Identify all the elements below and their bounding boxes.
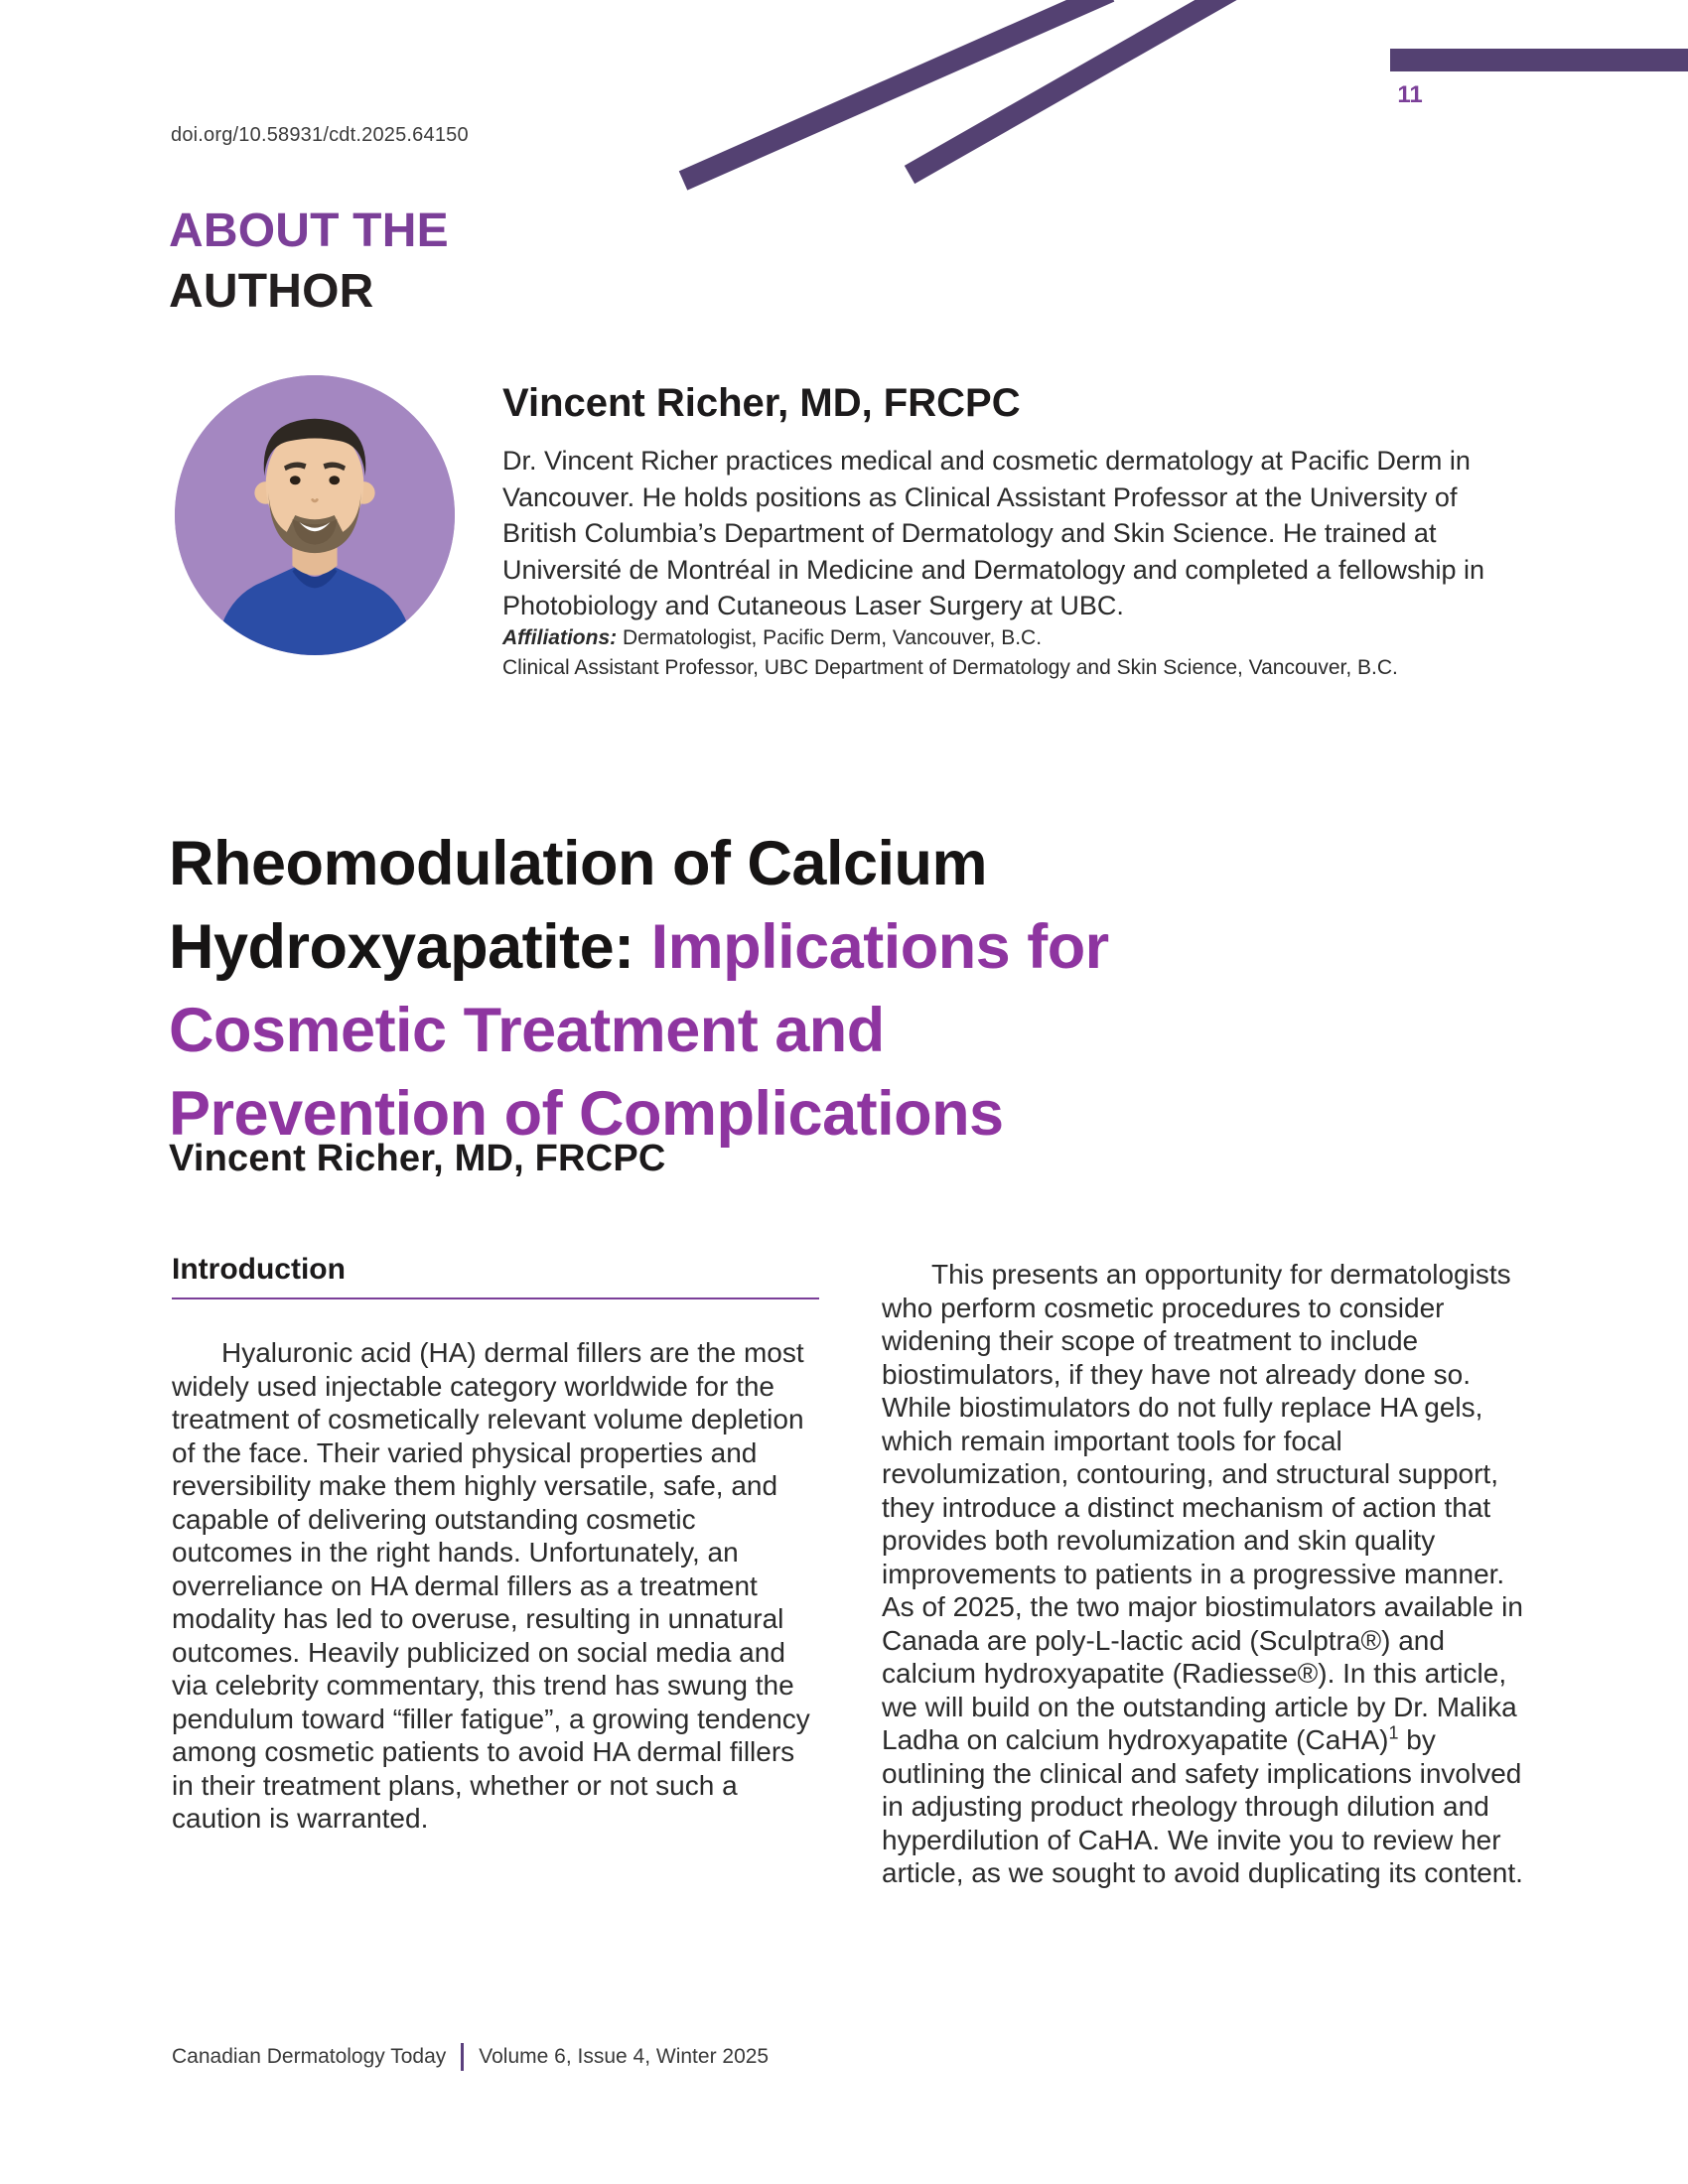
corner-bar bbox=[1390, 49, 1688, 71]
introduction-heading: Introduction bbox=[172, 1253, 819, 1299]
article-title-purple: Implications for Cosmetic Treatment and Prevention of Complications bbox=[169, 912, 1109, 1150]
right-column-paragraph bbox=[882, 1258, 1529, 1890]
citation-reference-1: 1 bbox=[1388, 1722, 1399, 1743]
author-bio: Dr. Vincent Richer practices medical and cosmetic dermatology at Pacific Derm in Vancouver. He holds positions as Clinical Assistant Professor at the University of British Columbia’s Department of Dermatology and Skin Science. He trained at Université de Montréal in Medicine and Dermatology and completed a fellowship in Photobiology and Cutaneous Laser Surgery at UBC. bbox=[502, 446, 1485, 620]
kicker-line-1: ABOUT THE bbox=[169, 205, 449, 257]
journal-name: Canadian Dermatology Today bbox=[172, 2045, 447, 2068]
affiliations-label: Affiliations: bbox=[502, 626, 618, 649]
introduction-paragraph: Hyaluronic acid (HA) dermal fillers are the most widely used injectable category worldwide for the treatment of cosmetically relevant volume depletion of the face. Their varied physical properties and reversibility make them highly versatile, safe, and capable of delivering outstanding cosmetic outcomes in the right hands. Unfortunately, an overreliance on HA dermal fillers as a treatment modality has led to overuse, resulting in unnatural outcomes. Heavily publicized on social media and via celebrity commentary, this trend has swung the pendulum toward “filler fatigue”, a growing tendency among cosmetic patients to avoid HA dermal fillers in their treatment plans, whether or not such a caution is warranted. bbox=[172, 1337, 810, 1834]
affiliation-line-2: Clinical Assistant Professor, UBC Department of Dermatology and Skin Science, Vancouver, B.C. bbox=[502, 656, 1398, 679]
article-byline: Vincent Richer, MD, FRCPC bbox=[169, 1138, 666, 1179]
right-column bbox=[882, 1253, 1529, 1890]
author-photo bbox=[175, 375, 455, 655]
kicker-line-2: AUTHOR bbox=[169, 265, 374, 318]
article-title bbox=[169, 822, 1122, 1156]
footer-divider bbox=[461, 2043, 464, 2071]
issue-info: Volume 6, Issue 4, Winter 2025 bbox=[479, 2045, 770, 2068]
diagonal-stripe-2 bbox=[910, 0, 1233, 175]
paragraph-text-2: by outlining the clinical and safety implications involved in adjusting product rheology through dilution and hyperdilution of CaHA. We invite you to review her article, as we sought to avoid duplicating its content. bbox=[882, 1724, 1523, 1888]
affiliation-line-1 bbox=[502, 623, 1535, 653]
author-name: Vincent Richer, MD, FRCPC bbox=[502, 381, 1021, 425]
left-column bbox=[172, 1253, 819, 1890]
affiliation-1: Dermatologist, Pacific Derm, Vancouver, B.C. bbox=[617, 626, 1043, 649]
page-footer bbox=[172, 2043, 769, 2071]
doi-link[interactable]: doi.org/10.58931/cdt.2025.64150 bbox=[171, 124, 469, 146]
author-affiliations bbox=[502, 623, 1535, 683]
article-body bbox=[172, 1253, 1529, 1890]
author-portrait-illustration bbox=[175, 375, 455, 655]
paragraph-text-1: This presents an opportunity for dermatologists who perform cosmetic procedures to consider widening their scope of treatment to include biostimulators, if they have not already done so. While biostimulators do not fully replace HA gels, which remain important tools for focal revolumization, contouring, and structural support, they introduce a distinct mechanism of action that provides both revolumization and skin quality improvements to patients in a progressive manner. As of 2025, the two major biostimulators available in Canada are poly-L-lactic acid (Sculptra®) and calcium hydroxyapatite (Radiesse®). In this article, we will build on the outstanding article by Dr. Malika Ladha on calcium hydroxyapatite (CaHA) bbox=[882, 1259, 1523, 1755]
article-title-black: Rheomodulation of Calcium Hydroxyapatite: bbox=[169, 829, 988, 983]
section-kicker bbox=[169, 201, 449, 322]
header-decoration bbox=[0, 0, 1688, 208]
page-number: 11 bbox=[1397, 81, 1423, 108]
